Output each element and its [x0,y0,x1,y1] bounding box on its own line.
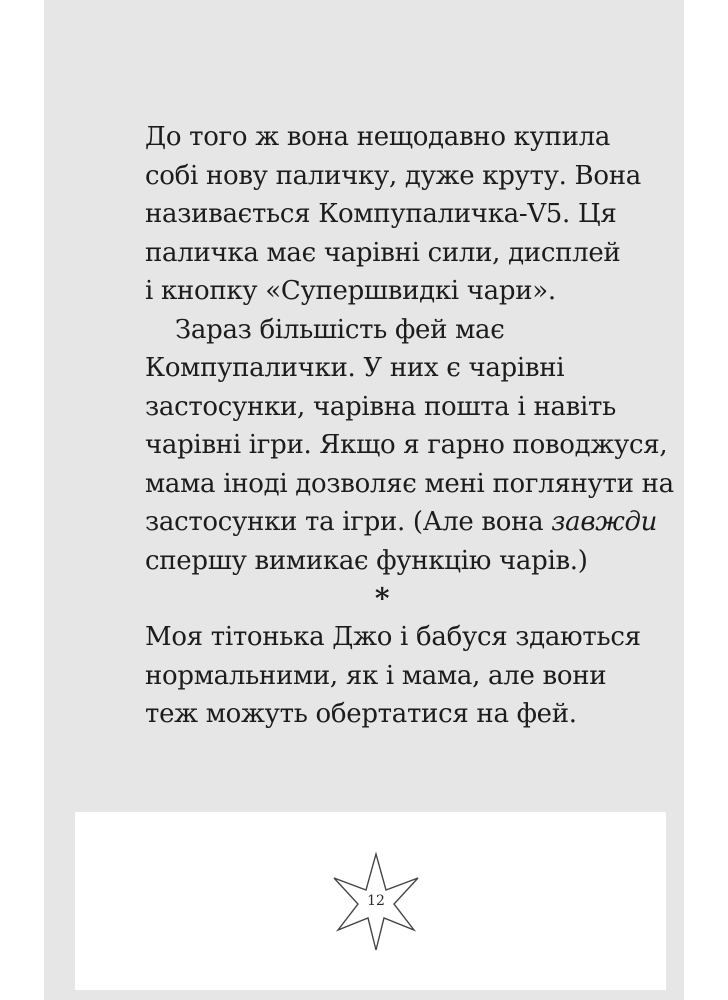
right-margin [684,0,728,1000]
page-number: 12 [367,893,385,909]
text-line: Компупалички. У них є чарівні [145,353,565,383]
section-separator: * [374,582,390,615]
text-line: собі нову паличку, дуже круту. Вона [145,160,641,191]
text-line: До того ж вона нещодавно купила [145,122,611,152]
text-line: паличка має чарівні сили, дисплей [145,237,621,268]
text-line: чарівні ігри. Якщо я гарно поводжуся, [145,430,668,460]
text-line: Зараз більшість фей має [175,314,505,345]
text-line: мама іноді дозволяє мені поглянути на [145,468,674,499]
left-margin [0,0,44,1000]
text-line: теж можуть обертатися на фей. [145,699,577,729]
text-fragment: застосунки та ігри. (Але вона [145,507,552,537]
emphasized-word: завжди [551,507,658,537]
text-line: застосунки, чарівна пошта і навіть [145,391,616,422]
text-line: нормальними, як і мама, але вони [145,660,607,691]
text-line: Моя тітонька Джо і бабуся здаються [145,622,641,652]
text-line: називається Компупаличка-V5. Ця [145,199,617,229]
page-text [145,118,674,734]
text-line: і кнопку «Супершвидкі чари». [145,276,556,306]
text-line [145,503,658,542]
text-line: спершу вимикає функцію чарів.) [145,545,588,576]
